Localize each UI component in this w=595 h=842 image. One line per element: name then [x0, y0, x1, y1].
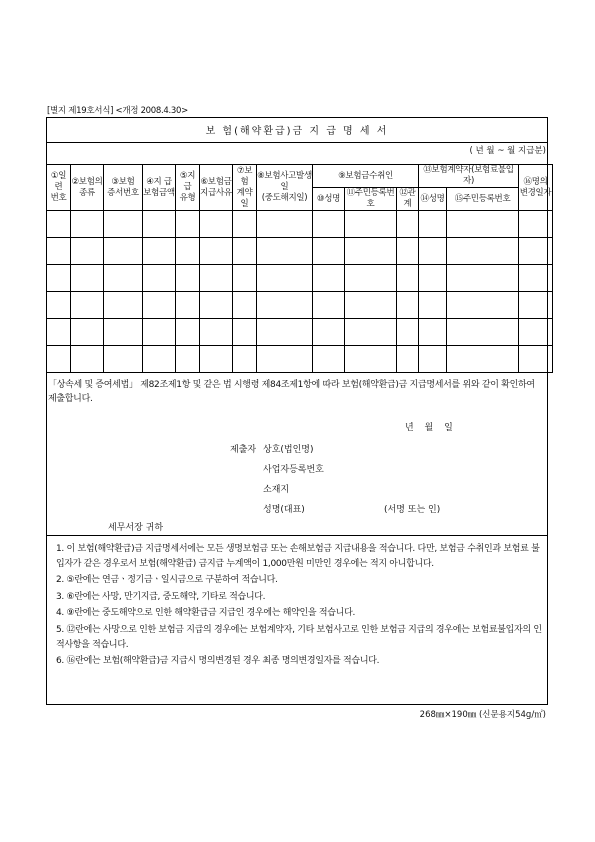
table-row — [47, 238, 553, 265]
period-label: ( 년 월 ~ 월 지급분) — [469, 146, 546, 156]
paper-spec: 268㎜×190㎜ (신문용지54g/㎡) — [419, 710, 546, 720]
submission-statement: 「상속세 및 증여세법」 제82조제1항 및 같은 법 시행령 제84조제1항에 따라 보험(해약환급)금 지급명세서를 위와 같이 확인하여 제출합니다. — [48, 380, 535, 404]
instruction-item: 5. ⑫란에는 사망으로 인한 보험금 지급의 경우에는 보험계약자, 기타 보험사고로 인한 보험금 지급의 경우에는 보험료불입자의 인적사항을 적습니다. — [56, 624, 542, 650]
addressee: 세무서장 귀하 — [108, 523, 164, 533]
form-label: [별지 제19호서식] <개정 2008.4.30> — [47, 106, 188, 116]
header-name-change-date: ⑯명의 변경일자 — [519, 165, 553, 211]
table-row — [47, 265, 553, 292]
field-address: 소재지 — [263, 485, 290, 495]
submission-date: 년 월 일 — [405, 423, 457, 433]
instruction-item: 1. 이 보험(해약환급)금 지급명세서에는 모든 생명보험금 또는 손해보험금 지급내용을 적습니다. 다만, 보험금 수취인과 보험료 불입자가 같은 경우로서 보험(해약환급) 금지급 누계액이 1,000만원 미만인 경우에는 적지 아니합니다. — [56, 544, 540, 569]
header-recipient-relation: ⑫관계 — [397, 188, 419, 211]
submitter-label: 제출자 — [230, 445, 257, 455]
signature-label: (서명 또는 인) — [384, 505, 441, 515]
header-contract-date: ⑦보험 계약일 — [233, 165, 257, 211]
field-representative: 성명(대표) — [263, 505, 305, 515]
header-payment-amount: ④지 급 보험금액 — [143, 165, 176, 211]
header-policyholder-name: ⑭성명 — [419, 188, 447, 211]
instruction-item: 6. ⑯란에는 보험(해약환급)금 지급시 명의변경된 경우 최종 명의변경일자를 적습니다. — [56, 656, 380, 667]
header-policy-number: ③보험 증서번호 — [104, 165, 143, 211]
header-accident-date: ⑧보험사고발생일 (중도해지일) — [257, 165, 313, 211]
table-row — [47, 211, 553, 238]
instruction-item: 3. ⑥란에는 사망, 만기지급, 중도해약, 기타로 적습니다. — [56, 591, 266, 602]
table-row — [47, 292, 553, 319]
header-insurance-type: ②보험의 종류 — [71, 165, 104, 211]
header-policyholder: ⑬보험계약자(보험료불입자) — [419, 165, 519, 188]
instruction-item: 2. ⑤란에는 연금ㆍ정기금ㆍ일시금으로 구분하여 적습니다. — [56, 575, 278, 586]
payment-table — [46, 164, 553, 373]
header-recipient-name: ⑩성명 — [313, 188, 345, 211]
form-title: 보 험(해약환급)금 지 급 명 세 서 — [46, 117, 548, 143]
header-recipient-id: ⑪주민등록번호 — [345, 188, 397, 211]
field-business-number: 사업자등록번호 — [263, 465, 324, 475]
header-payment-type: ⑤지급 유형 — [176, 165, 200, 211]
header-serial: ①일련 번호 — [47, 165, 71, 211]
instruction-item: 4. ⑨란에는 중도해약으로 인한 해약환급금 지급인 경우에는 해약인을 적습니다. — [56, 608, 356, 619]
header-payment-reason: ⑥보험금 지급사유 — [200, 165, 233, 211]
header-recipient: ⑨보험금수취인 — [313, 165, 419, 188]
header-policyholder-id: ⑮주민등록번호 — [447, 188, 519, 211]
field-company-name: 상호(법인명) — [263, 445, 314, 455]
divider — [46, 535, 548, 536]
table-row — [47, 319, 553, 346]
instructions — [56, 542, 544, 671]
table-row — [47, 346, 553, 373]
